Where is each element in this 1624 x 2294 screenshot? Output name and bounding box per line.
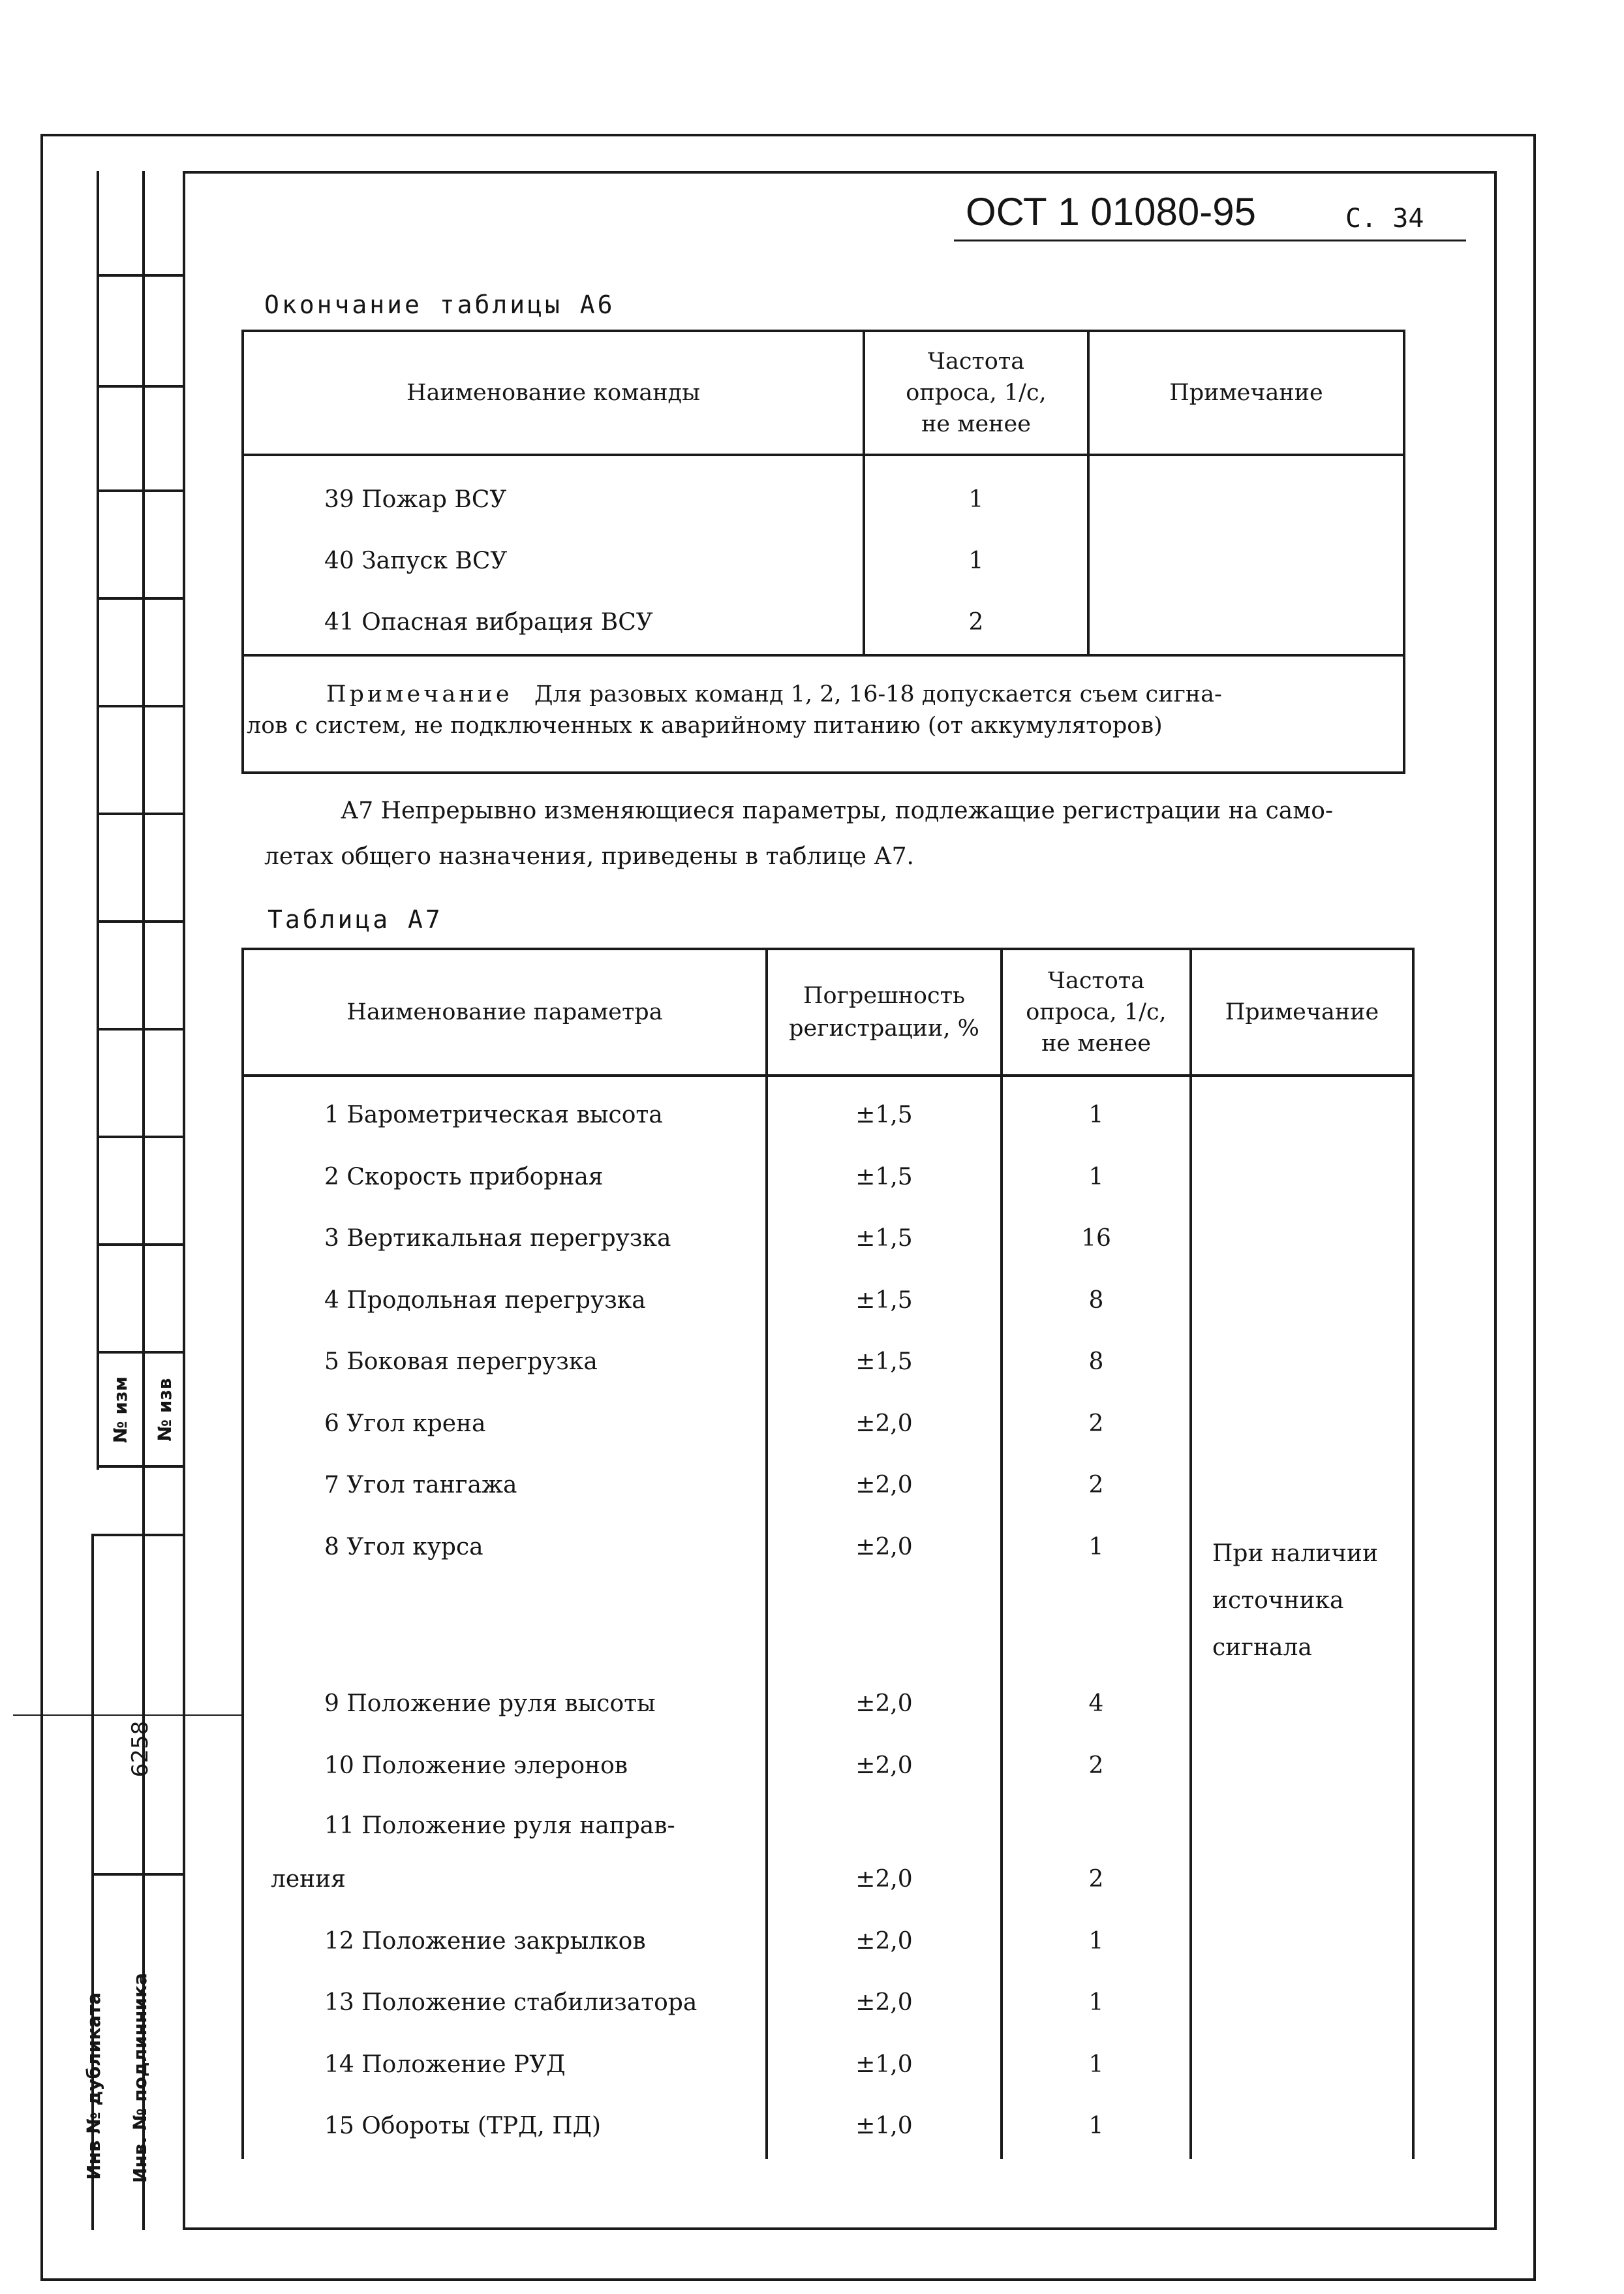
stamp-vline-2	[142, 171, 145, 2230]
a7-row-6-err: ±2,0	[855, 1410, 913, 1437]
a7-row-8-name: 8 Угол курса	[324, 1533, 483, 1560]
a7-header-freq-l2: опроса, 1/с,	[1026, 999, 1167, 1025]
a7-row-2-name: 2 Скорость приборная	[324, 1163, 604, 1190]
a7-row-5-err: ±1,5	[855, 1348, 913, 1375]
stamp-hline-5	[97, 705, 184, 707]
a7-row-14-freq: 1	[1088, 2051, 1104, 2078]
a7-row-11-freq: 2	[1088, 1866, 1104, 1893]
stamp-hline-12	[97, 1465, 184, 1468]
stamp-hline-14	[91, 1873, 184, 1876]
a7-row-12-name: 12 Положение закрылков	[324, 1927, 646, 1955]
stamp-hline-2	[97, 385, 184, 388]
a7-row-13-err: ±2,0	[855, 1989, 913, 2016]
a7-header-err	[767, 949, 1002, 1076]
a6-footnote	[243, 655, 1404, 773]
a7-row-5-name: 5 Боковая перегрузка	[324, 1348, 598, 1375]
table-a6-caption: Окончание таблицы А6	[264, 290, 615, 319]
header-underline	[954, 240, 1466, 241]
stamp-orig-label: Инв. № подлинника	[129, 1973, 151, 2183]
a7-row-12-freq: 1	[1088, 1927, 1104, 1955]
a7-row-7-name: 7 Угол тангажа	[324, 1472, 517, 1498]
stamp-hline-3	[97, 489, 184, 492]
a7-row-3-name: 3 Вертикальная перегрузка	[324, 1225, 671, 1252]
stamp-hline-4	[97, 597, 184, 600]
a7-row-6-freq: 2	[1088, 1410, 1104, 1437]
a6-header-note: Примечание	[1088, 331, 1404, 455]
a7-header-name: Наименование параметра	[243, 949, 767, 1076]
a7-names-cell	[243, 1076, 767, 2159]
a7-header-freq-l1: Частота	[1047, 968, 1145, 994]
a7-row-10-name: 10 Положение элеронов	[324, 1752, 628, 1779]
a6-row-39-name: 39 Пожар ВСУ	[324, 486, 507, 513]
a7-row-6-name: 6 Угол крена	[324, 1410, 486, 1437]
a6-row-40-freq: 1	[968, 548, 984, 574]
a7-row-15-err: ±1,0	[855, 2113, 913, 2139]
a7-row-14-name: 14 Положение РУД	[324, 2051, 566, 2078]
a7-row-11-name-cont: ления	[271, 1866, 346, 1893]
a6-header-freq-l1: Частота	[927, 349, 1025, 375]
a7-row-12-err: ±2,0	[855, 1927, 913, 1955]
a6-note-cell	[1088, 455, 1404, 655]
a7-row-1-freq: 1	[1088, 1102, 1104, 1128]
a6-row-39-freq: 1	[968, 486, 984, 513]
stamp-dup-label: Инв № дубликата	[83, 1992, 104, 2180]
page-number: С. 34	[1345, 204, 1424, 234]
a7-row-10-err: ±2,0	[855, 1752, 913, 1779]
stamp-hline-6	[97, 813, 184, 815]
a6-footnote-line1: Для разовых команд 1, 2, 16-18 допускается съем сигна-	[534, 681, 1222, 707]
a7-row-13-name: 13 Положение стабилизатора	[324, 1989, 697, 2016]
a7-row-4-err: ±1,5	[855, 1286, 913, 1314]
a7-row-15-freq: 1	[1088, 2113, 1104, 2139]
a7-row-13-freq: 1	[1088, 1989, 1104, 2016]
a6-row-41-name: 41 Опасная вибрация ВСУ	[324, 609, 653, 636]
a7-row-9-name: 9 Положение руля высоты	[324, 1690, 656, 1717]
doc-code: ОСТ 1 01080-95	[966, 190, 1256, 234]
a7-row-8-freq: 1	[1088, 1533, 1104, 1560]
a6-header-freq-l2: опроса, 1/с,	[906, 380, 1047, 406]
a7-row-4-name: 4 Продольная перегрузка	[324, 1286, 646, 1314]
a7-row-10-freq: 2	[1088, 1752, 1104, 1779]
a6-header-name: Наименование команды	[243, 331, 864, 455]
stamp-orig-number: 6258	[127, 1720, 153, 1778]
a7-header-err-l2: регистрации, %	[789, 1015, 979, 1042]
a7-row-3-err: ±1,5	[855, 1225, 913, 1252]
stamp-hline-1	[97, 274, 184, 277]
table-a6	[241, 330, 1405, 774]
a7-header-freq-l3: не менее	[1041, 1031, 1151, 1057]
a6-freq-cell	[864, 455, 1088, 655]
a7-row-11-err: ±2,0	[855, 1866, 913, 1893]
a7-paragraph-line2: летах общего назначения, приведены в таблице А7.	[264, 843, 914, 870]
a6-footnote-line2: лов с систем, не подключенных к аварийному питанию (от аккумуляторов)	[247, 713, 1163, 739]
a7-header-freq	[1002, 949, 1191, 1076]
a7-row-8-note-l1: При наличии	[1212, 1540, 1378, 1567]
table-a7-caption: Таблица А7	[268, 905, 443, 934]
a7-row-15-name: 15 Обороты (ТРД, ПД)	[324, 2113, 601, 2139]
a6-header-freq-l3: не менее	[921, 411, 1031, 437]
stamp-vline-1	[97, 171, 99, 1470]
stamp-hline-7	[97, 920, 184, 923]
a7-note-cell	[1191, 1076, 1413, 2159]
a7-row-5-freq: 8	[1088, 1348, 1104, 1375]
stamp-izv-label: № изв	[154, 1378, 176, 1442]
a7-row-2-freq: 1	[1088, 1163, 1104, 1190]
stamp-hline-11	[97, 1351, 184, 1354]
a7-header-note: Примечание	[1191, 949, 1413, 1076]
a7-row-7-freq: 2	[1088, 1472, 1104, 1498]
a6-footnote-lead: Примечание	[326, 681, 513, 707]
a7-row-2-err: ±1,5	[855, 1163, 913, 1190]
a7-row-8-note-l3: сигнала	[1212, 1634, 1312, 1661]
a6-row-40-name: 40 Запуск ВСУ	[324, 548, 508, 574]
a7-row-9-err: ±2,0	[855, 1690, 913, 1717]
a6-row-41-freq: 2	[968, 609, 984, 636]
a7-header-err-l1: Погрешность	[803, 983, 965, 1009]
a7-freq-cell	[1002, 1076, 1191, 2159]
a6-names-cell	[243, 455, 864, 655]
a7-row-8-err: ±2,0	[855, 1533, 913, 1560]
a7-row-1-err: ±1,5	[855, 1102, 913, 1128]
stamp-hline-10	[97, 1243, 184, 1246]
a7-row-14-err: ±1,0	[855, 2051, 913, 2078]
a7-row-9-freq: 4	[1088, 1690, 1104, 1717]
stamp-hline-9	[97, 1136, 184, 1138]
stamp-hline-8	[97, 1028, 184, 1031]
a7-row-7-err: ±2,0	[855, 1472, 913, 1498]
a7-row-4-freq: 8	[1088, 1286, 1104, 1314]
a7-row-11-name: 11 Положение руля направ-	[324, 1812, 675, 1839]
a7-err-cell	[767, 1076, 1002, 2159]
stamp-hline-13	[91, 1534, 184, 1536]
a7-paragraph-line1: А7 Непрерывно изменяющиеся параметры, подлежащие регистрации на само-	[341, 798, 1334, 824]
table-a7	[241, 948, 1415, 2159]
a6-header-freq	[864, 331, 1088, 455]
a7-row-8-note-l2: источника	[1212, 1587, 1344, 1614]
stamp-izm-label: № изм	[110, 1376, 131, 1444]
a7-row-3-freq: 16	[1081, 1225, 1111, 1252]
a7-row-1-name: 1 Барометрическая высота	[324, 1102, 663, 1128]
